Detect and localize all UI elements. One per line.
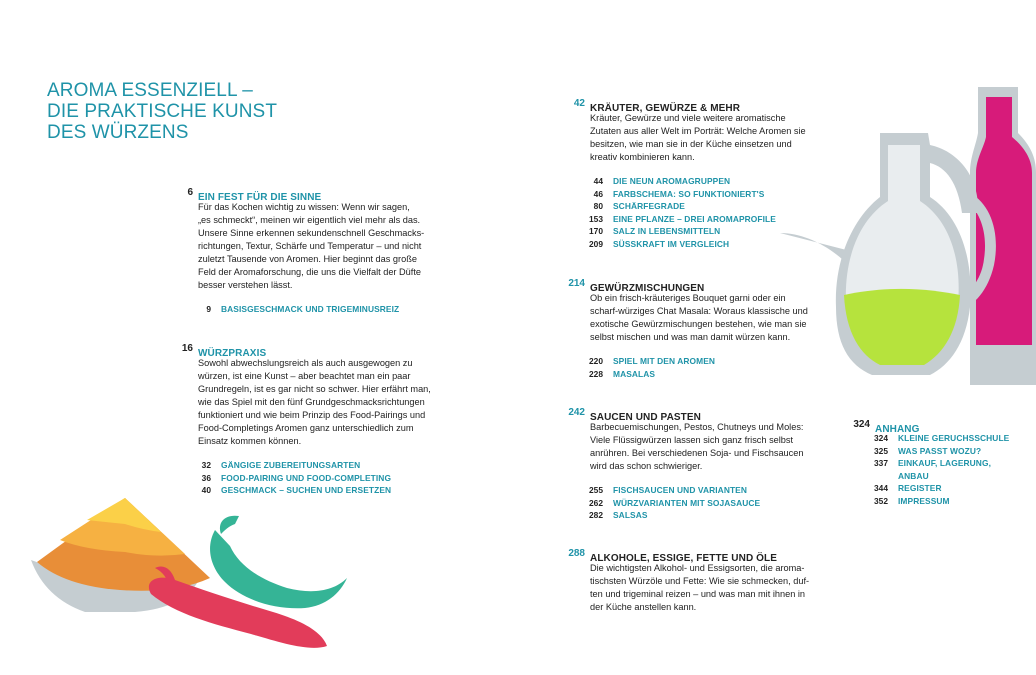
body-line: Zutaten aus aller Welt im Porträt: Welche Aromen sie bbox=[590, 126, 806, 136]
toc-subentry[interactable] bbox=[590, 510, 803, 523]
subentry-page: 153 bbox=[589, 213, 603, 224]
body-line: anrühren. Bei verschiedenen Soja- und Fischsaucen bbox=[590, 448, 804, 458]
subentry-label: WAS PASST WOZU? bbox=[898, 445, 982, 456]
body-line: der Küche anstellen kann. bbox=[590, 602, 697, 612]
subentry-list bbox=[590, 176, 806, 252]
toc-subentry[interactable] bbox=[590, 356, 808, 369]
body-line: Feld der Aromaforschung, die uns die Vielfalt der Düfte bbox=[198, 267, 422, 277]
toc-section-alkohole bbox=[568, 548, 810, 614]
body-line: wird das schon schwieriger. bbox=[590, 461, 703, 471]
subentry-page: 325 bbox=[874, 445, 888, 456]
subentry-label: IMPRESSUM bbox=[898, 495, 950, 506]
toc-subentry[interactable] bbox=[198, 460, 431, 473]
toc-subentry[interactable] bbox=[875, 470, 929, 484]
toc-subentry[interactable] bbox=[198, 304, 424, 317]
toc-section-anhang bbox=[853, 419, 1010, 509]
section-title[interactable]: ANHANG bbox=[875, 424, 920, 435]
section-page-number: 324 bbox=[853, 419, 870, 430]
section-title[interactable]: EIN FEST FÜR DIE SINNE bbox=[198, 192, 322, 203]
body-line: Food-Completings Aromen ganz unterschiedlich zum bbox=[198, 423, 414, 433]
body-line: Unsere Sinne erkennen sekundenschnell Geschmacks- bbox=[198, 228, 425, 238]
toc-section-saucen bbox=[568, 407, 804, 523]
body-line: tischsten Würzöle und Fette: Wie sie schmecken, duf- bbox=[590, 576, 810, 586]
body-line: würzen, ist eine Kunst – aber beachtet man ein paar bbox=[198, 371, 411, 381]
subentry-label: KLEINE GERUCHSSCHULE bbox=[898, 433, 1010, 443]
body-line: Viele Flüssigwürzen lassen sich ganz frisch selbst bbox=[590, 435, 794, 445]
section-description bbox=[590, 292, 808, 344]
toc-subentry[interactable] bbox=[874, 433, 1010, 446]
toc-section-wuerzpraxis bbox=[181, 343, 431, 498]
toc-subentry[interactable] bbox=[590, 189, 806, 202]
subentry-label: SCHÄRFEGRADE bbox=[613, 201, 685, 212]
subentry-page: 220 bbox=[589, 356, 603, 366]
subentry-page: 32 bbox=[201, 460, 211, 470]
toc-section-gewuerzmischungen bbox=[568, 278, 808, 381]
subentry-page: 337 bbox=[874, 458, 888, 469]
section-page-number: 16 bbox=[181, 343, 193, 354]
section-title[interactable]: GEWÜRZMISCHUNGEN bbox=[590, 283, 705, 294]
toc-subentry[interactable] bbox=[874, 495, 950, 509]
toc-subentry[interactable] bbox=[874, 445, 982, 459]
subentry-page: 282 bbox=[589, 510, 603, 521]
body-line: ten und trigeminal reizen – und was man mit ihnen in bbox=[590, 589, 806, 599]
subentry-page: 344 bbox=[874, 483, 888, 494]
body-line: scharf-würziges Chat Masala: Woraus klassische und bbox=[590, 306, 808, 316]
title-line: DES WÜRZENS bbox=[47, 122, 189, 143]
subentry-label: ANBAU bbox=[898, 470, 929, 481]
toc-subentry[interactable] bbox=[590, 485, 803, 498]
body-line: kreativ kombinieren kann. bbox=[590, 152, 695, 162]
toc-subentry[interactable] bbox=[198, 485, 431, 498]
body-line: exotische Gewürzmischungen bestehen, wie man sie bbox=[590, 319, 807, 329]
section-page-number: 214 bbox=[568, 278, 585, 289]
subentry-list bbox=[198, 460, 431, 498]
toc-subentry[interactable] bbox=[198, 473, 431, 486]
toc-subentry[interactable] bbox=[590, 214, 806, 227]
body-line: Ob ein frisch-kräuteriges Bouquet garni oder ein bbox=[590, 293, 786, 303]
body-line: Barbecuemischungen, Pestos, Chutneys und Moles: bbox=[590, 422, 804, 432]
subentry-page: 255 bbox=[589, 485, 603, 495]
section-description bbox=[590, 112, 806, 164]
subentry-page: 228 bbox=[589, 368, 603, 379]
section-description bbox=[590, 421, 803, 473]
section-title[interactable]: KRÄUTER, GEWÜRZE & MEHR bbox=[590, 103, 741, 114]
toc-subentry[interactable] bbox=[874, 458, 991, 471]
subentry-label: FISCHSAUCEN UND VARIANTEN bbox=[613, 485, 748, 495]
subentry-label: GÄNGIGE ZUBEREITUNGSARTEN bbox=[221, 460, 361, 470]
section-page-number: 6 bbox=[187, 187, 193, 198]
subentry-page: 9 bbox=[206, 304, 211, 314]
subentry-label: SÜSSKRAFT IM VERGLEICH bbox=[613, 238, 730, 249]
subentry-label: EINE PFLANZE – DREI AROMAPROFILE bbox=[613, 213, 776, 224]
section-description bbox=[590, 562, 809, 614]
subentry-label: SALZ IN LEBENSMITTELN bbox=[613, 226, 721, 237]
section-title[interactable]: SAUCEN UND PASTEN bbox=[590, 412, 701, 423]
body-line: besser verstehen lässt. bbox=[198, 280, 293, 290]
body-line: Kräuter, Gewürze und viele weitere aromatische bbox=[590, 113, 786, 123]
subentry-label: MASALAS bbox=[613, 368, 656, 379]
toc-subentry[interactable] bbox=[590, 498, 803, 511]
section-title[interactable]: WÜRZPRAXIS bbox=[198, 348, 267, 359]
body-line: Einsatz kommen können. bbox=[198, 436, 302, 446]
subentry-page: 262 bbox=[589, 497, 603, 508]
body-line: selbst mischen und was man damit würzen kann. bbox=[590, 332, 791, 342]
body-line: zuletzt Tausende von Aromen. Hier beginnt das große bbox=[198, 254, 417, 264]
subentry-page: 40 bbox=[201, 485, 211, 496]
section-description bbox=[198, 357, 431, 448]
body-line: Sowohl abwechslungsreich als auch ausgewogen zu bbox=[198, 358, 413, 368]
title-line: DIE PRAKTISCHE KUNST bbox=[47, 101, 278, 122]
spice-bowl-chili-illustration bbox=[25, 490, 365, 670]
oil-bottles-illustration bbox=[780, 85, 1036, 395]
body-line: richtungen, Textur, Schärfe und Temperatur – und nicht bbox=[198, 241, 422, 251]
subentry-page: 80 bbox=[593, 201, 603, 212]
toc-subentry[interactable] bbox=[874, 483, 942, 496]
subentry-label: FOOD-PAIRING UND FOOD-COMPLETING bbox=[221, 472, 392, 483]
toc-subentry[interactable] bbox=[590, 201, 806, 214]
subentry-label: SPIEL MIT DEN AROMEN bbox=[613, 356, 716, 366]
body-line: „es schmeckt“, meinen wir eigentlich viel mehr als das. bbox=[198, 215, 421, 225]
body-line: besitzen, wie man sie in der Küche einsetzen und bbox=[590, 139, 792, 149]
body-line: Für das Kochen wichtig zu wissen: Wenn wir sagen, bbox=[198, 202, 410, 212]
body-line: Grundregeln, ist es gar nicht so schwer. Hier erfährt man, bbox=[198, 384, 431, 394]
subentry-list bbox=[874, 433, 1010, 509]
section-page-number: 42 bbox=[573, 98, 585, 109]
subentry-list bbox=[198, 304, 424, 317]
subentry-page: 44 bbox=[593, 176, 603, 186]
subentry-page: 170 bbox=[589, 226, 603, 237]
toc-subentry[interactable] bbox=[590, 239, 806, 252]
subentry-label: WÜRZVARIANTEN MIT SOJASAUCE bbox=[613, 497, 761, 508]
toc-subentry[interactable] bbox=[590, 176, 806, 189]
subentry-label: EINKAUF, LAGERUNG, bbox=[898, 458, 991, 469]
subentry-page: 352 bbox=[874, 495, 888, 506]
subentry-page: 36 bbox=[201, 472, 211, 483]
subentry-label: BASISGESCHMACK UND TRIGEMINUSREIZ bbox=[221, 304, 400, 314]
body-line: Die wichtigsten Alkohol- und Essigsorten, die aroma- bbox=[590, 563, 805, 573]
section-page-number: 242 bbox=[568, 407, 585, 418]
title-line: AROMA ESSENZIELL – bbox=[47, 80, 253, 101]
toc-subentry[interactable] bbox=[590, 226, 806, 239]
subentry-page: 209 bbox=[589, 238, 603, 249]
subentry-label: SALSAS bbox=[613, 510, 648, 521]
subentry-label: REGISTER bbox=[898, 483, 942, 494]
toc-section-kraeuter bbox=[573, 98, 806, 252]
subentry-list bbox=[590, 356, 808, 381]
subentry-page: 46 bbox=[593, 188, 603, 199]
body-line: funktioniert und wie beim Prinzip des Food-Pairings und bbox=[198, 410, 426, 420]
section-description bbox=[198, 201, 424, 292]
page-title bbox=[47, 80, 277, 143]
subentry-page: 324 bbox=[874, 433, 888, 443]
toc-subentry[interactable] bbox=[590, 369, 808, 382]
subentry-list bbox=[590, 485, 803, 523]
section-page-number: 288 bbox=[568, 548, 585, 559]
subentry-label: DIE NEUN AROMAGRUPPEN bbox=[613, 176, 731, 186]
subentry-label: GESCHMACK – SUCHEN UND ERSETZEN bbox=[221, 485, 392, 496]
toc-section-sinne bbox=[187, 187, 425, 317]
body-line: wie das Spiel mit den fünf Grundgeschmacksrichtungen bbox=[198, 397, 425, 407]
subentry-label: FARBSCHEMA: SO FUNKTIONIERT'S bbox=[613, 188, 765, 199]
section-title[interactable]: ALKOHOLE, ESSIGE, FETTE UND ÖLE bbox=[590, 553, 778, 564]
